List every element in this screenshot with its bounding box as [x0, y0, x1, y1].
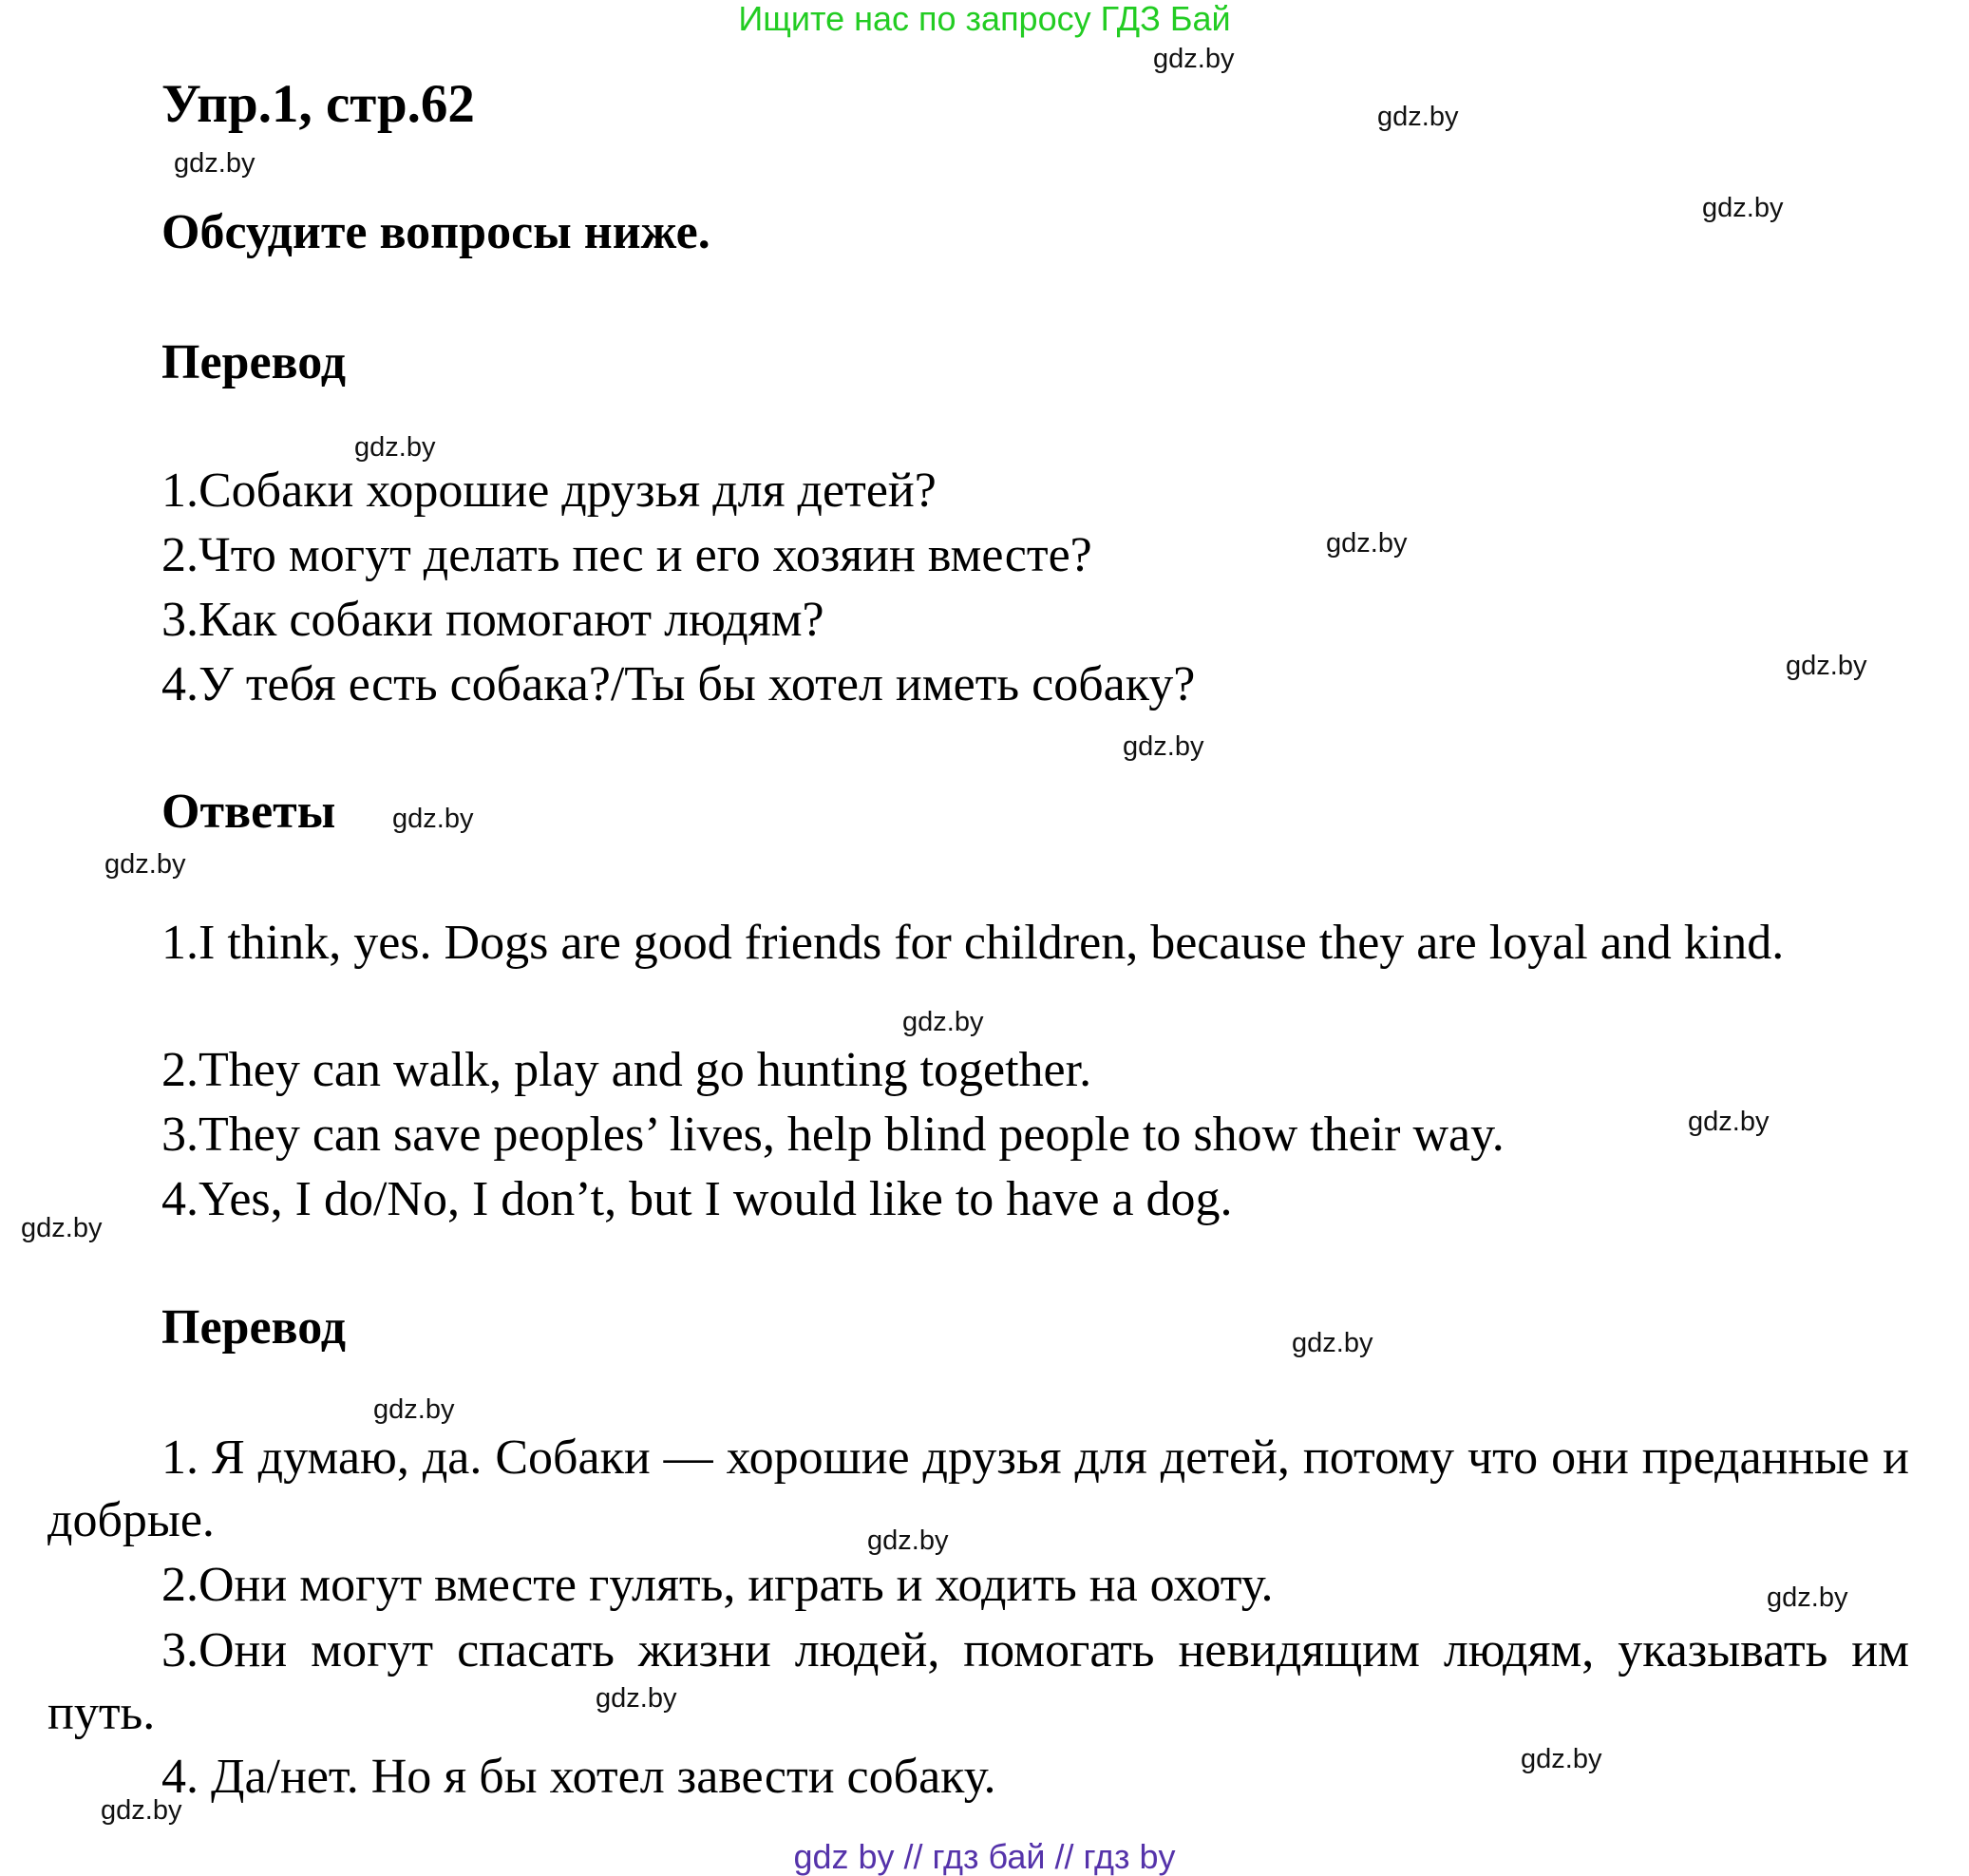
- watermark: gdz.by: [1786, 651, 1867, 681]
- question-translation-1: 1.Собаки хорошие друзья для детей?: [161, 464, 937, 518]
- answer-4: 4.Yes, I do/No, I don’t, but I would like to have a dog.: [161, 1172, 1233, 1226]
- task-instruction: Обсудите вопросы ниже.: [161, 205, 710, 259]
- watermark: gdz.by: [104, 849, 186, 880]
- top-banner: Ищите нас по запросу ГДЗ Бай: [738, 0, 1231, 38]
- watermark: gdz.by: [392, 804, 474, 834]
- watermark: gdz.by: [21, 1213, 103, 1243]
- footer-links: gdz by // гдз бай // гдз by: [793, 1837, 1176, 1876]
- answer-2: 2.They can walk, play and go hunting together.: [161, 1043, 1092, 1097]
- watermark: gdz.by: [354, 432, 436, 463]
- translation-heading-2: Перевод: [161, 1300, 347, 1355]
- watermark: gdz.by: [1702, 193, 1784, 223]
- watermark: gdz.by: [174, 148, 256, 179]
- answers-heading: Ответы: [161, 785, 336, 839]
- question-translation-2: 2.Что могут делать пес и его хозяин вместе?: [161, 528, 1092, 582]
- watermark: gdz.by: [373, 1394, 455, 1425]
- answer-3: 3.They can save peoples’ lives, help blind people to show their way.: [161, 1108, 1505, 1162]
- answer-translation-1: 1. Я думаю, да. Собаки — хорошие друзья для детей, потому что они преданные и добрые.: [47, 1431, 1909, 1547]
- watermark: gdz.by: [1767, 1582, 1848, 1613]
- watermark: gdz.by: [1153, 44, 1235, 74]
- translation-heading-1: Перевод: [161, 335, 347, 389]
- watermark: gdz.by: [867, 1525, 949, 1556]
- watermark: gdz.by: [101, 1795, 182, 1826]
- answer-1: 1.I think, yes. Dogs are good friends for children, because they are loyal and kind.: [161, 916, 1785, 970]
- watermark: gdz.by: [1326, 528, 1408, 559]
- watermark: gdz.by: [1377, 102, 1459, 132]
- answer-translation-4: 4. Да/нет. Но я бы хотел завести собаку.: [161, 1750, 996, 1804]
- page-title: Упр.1, стр.62: [161, 74, 475, 134]
- watermark: gdz.by: [1688, 1107, 1770, 1137]
- watermark: gdz.by: [1123, 731, 1204, 762]
- question-translation-4: 4.У тебя есть собака?/Ты бы хотел иметь собаку?: [161, 657, 1196, 711]
- watermark: gdz.by: [902, 1007, 984, 1037]
- watermark: gdz.by: [596, 1683, 677, 1714]
- answer-translation-3: 3.Они могут спасать жизни людей, помогать невидящим людям, указывать им путь.: [47, 1623, 1909, 1740]
- watermark: gdz.by: [1521, 1744, 1602, 1774]
- answer-translation-2: 2.Они могут вместе гулять, играть и ходить на охоту.: [161, 1558, 1274, 1612]
- watermark: gdz.by: [1292, 1328, 1373, 1358]
- question-translation-3: 3.Как собаки помогают людям?: [161, 593, 824, 647]
